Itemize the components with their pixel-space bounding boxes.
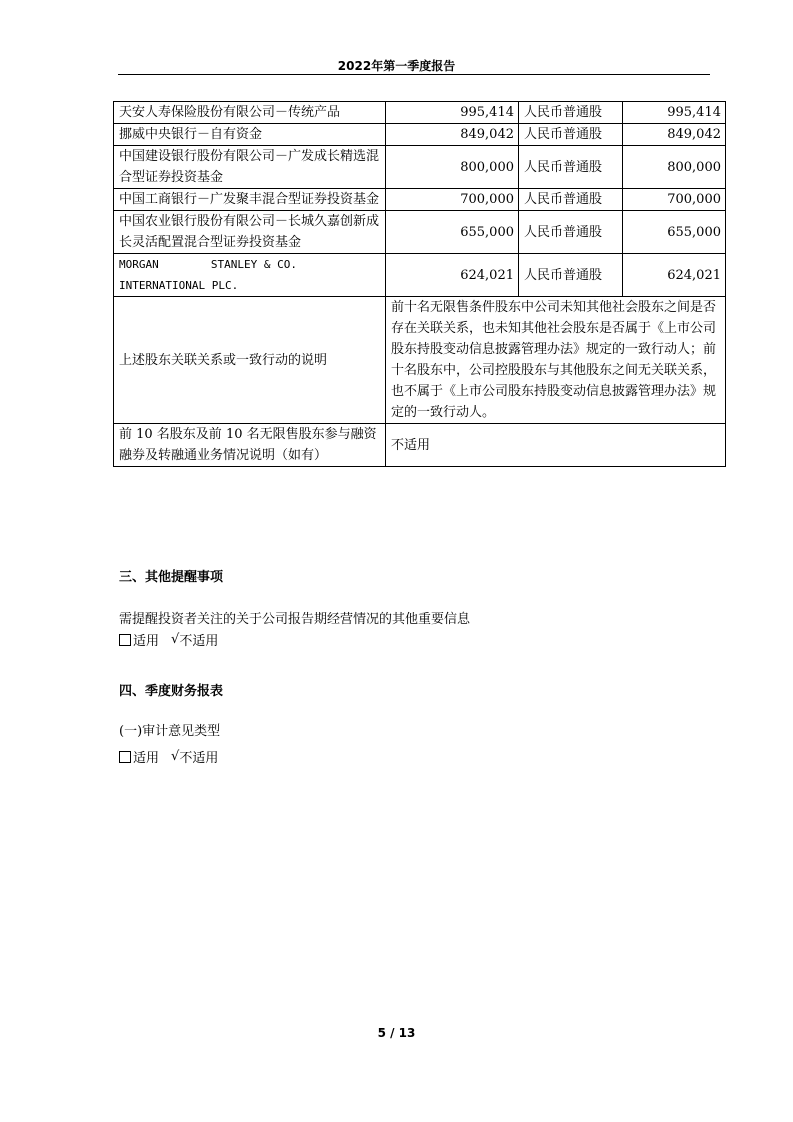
share-amount: 800,000 xyxy=(623,146,726,189)
holder-name: 中国建设银行股份有限公司－广发成长精选混合型证券投资基金 xyxy=(114,146,386,189)
holder-name: 中国工商银行－广发聚丰混合型证券投资基金 xyxy=(114,189,386,211)
holder-shares: 700,000 xyxy=(386,189,519,211)
holder-shares: 849,042 xyxy=(386,124,519,146)
share-class: 人民币普通股 xyxy=(519,102,623,124)
share-amount: 849,042 xyxy=(623,124,726,146)
section-4-subtitle: (一)审计意见类型 xyxy=(119,724,221,739)
share-class: 人民币普通股 xyxy=(519,189,623,211)
relation-text: 前十名无限售条件股东中公司未知其他社会股东之间是否存在关联关系，也未知其他社会股东是否属于《上市公司股东持股变动信息披露管理办法》规定的一致行动人；前十名股东中，公司控股股东与其他股东之间无关联关系，也不属于《上市公司股东持股变动信息披露管理办法》规定的一致行动人。 xyxy=(386,297,726,424)
not-applicable-label: 不适用 xyxy=(179,751,219,766)
table-row xyxy=(114,189,726,211)
table-row xyxy=(114,146,726,189)
holder-shares: 995,414 xyxy=(386,102,519,124)
holder-shares: 655,000 xyxy=(386,211,519,254)
applicable-label: 适用 xyxy=(133,634,160,649)
table-row xyxy=(114,102,726,124)
holder-shares: 800,000 xyxy=(386,146,519,189)
table-row-margin xyxy=(114,424,726,467)
share-class: 人民币普通股 xyxy=(519,124,623,146)
share-amount: 624,021 xyxy=(623,254,726,297)
table-row xyxy=(114,211,726,254)
table-row-relation xyxy=(114,297,726,424)
section-3-text: 需提醒投资者关注的关于公司报告期经营情况的其他重要信息 xyxy=(119,612,471,627)
holder-name-english xyxy=(114,254,386,297)
section-4-title: 四、季度财务报表 xyxy=(119,684,224,699)
share-amount: 700,000 xyxy=(623,189,726,211)
holder-name-word: STANLEY & CO. xyxy=(210,258,297,271)
checkmark-icon: √ xyxy=(171,749,180,764)
checkmark-icon: √ xyxy=(171,632,180,647)
section-3-options xyxy=(119,630,218,649)
table-row xyxy=(114,124,726,146)
holder-shares: 624,021 xyxy=(386,254,519,297)
share-class: 人民币普通股 xyxy=(519,254,623,297)
share-amount: 995,414 xyxy=(623,102,726,124)
holder-name: 挪威中央银行－自有资金 xyxy=(114,124,386,146)
share-amount: 655,000 xyxy=(623,211,726,254)
margin-label: 前 10 名股东及前 10 名无限售股东参与融资融券及转融通业务情况说明（如有） xyxy=(114,424,386,467)
applicable-label: 适用 xyxy=(133,751,160,766)
report-header-title: 2022年第一季度报告 xyxy=(337,59,456,73)
checkbox-icon xyxy=(119,634,131,646)
not-applicable-label: 不适用 xyxy=(179,634,219,649)
header-divider xyxy=(118,74,710,75)
margin-text: 不适用 xyxy=(386,424,726,467)
share-class: 人民币普通股 xyxy=(519,146,623,189)
shareholders-table xyxy=(113,101,726,467)
table-row xyxy=(114,254,726,297)
holder-name-line: INTERNATIONAL PLC. xyxy=(119,279,239,292)
share-class: 人民币普通股 xyxy=(519,211,623,254)
checkbox-icon xyxy=(119,751,131,763)
section-3-title: 三、其他提醒事项 xyxy=(119,570,224,585)
holder-name-word: MORGAN xyxy=(119,258,159,271)
page-number: 5 / 13 xyxy=(377,1026,416,1040)
relation-label: 上述股东关联关系或一致行动的说明 xyxy=(114,297,386,424)
section-4-options xyxy=(119,747,218,766)
holder-name: 天安人寿保险股份有限公司－传统产品 xyxy=(114,102,386,124)
holder-name: 中国农业银行股份有限公司－长城久嘉创新成长灵活配置混合型证券投资基金 xyxy=(114,211,386,254)
